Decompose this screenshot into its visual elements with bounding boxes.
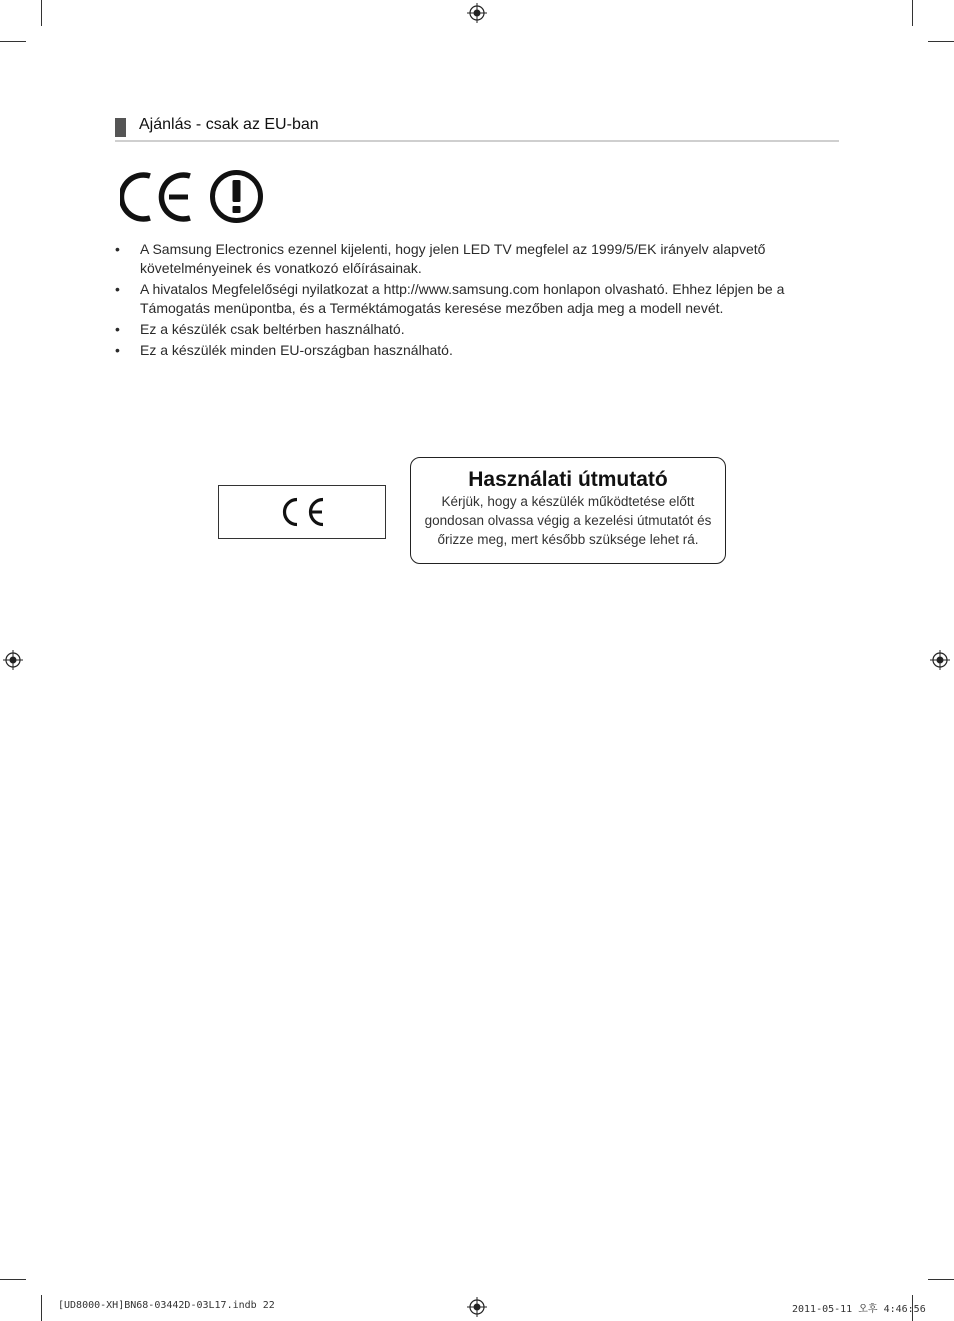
crop-mark-bottom-right-h [928,1279,954,1280]
bullet-symbol: • [115,281,120,297]
bullet-symbol: • [115,241,120,257]
list-item: • Ez a készülék minden EU-országban használható. [115,342,453,358]
list-item: • Ez a készülék csak beltérben használható. [115,321,405,337]
ce-mark-icon [279,497,327,527]
crop-mark-bottom-left-h [0,1279,26,1280]
crop-mark-top-right-h [928,41,954,42]
ce-mark-icon [120,172,196,222]
ce-label-box [218,485,386,539]
notice-line: Kérjük, hogy a készülék működtetése előtt [441,494,695,509]
registration-mark-icon [467,1297,487,1317]
user-manual-notice [410,457,726,564]
bullet-symbol: • [115,321,120,337]
notice-line: őrizze meg, mert később szüksége lehet rá. [437,532,699,547]
list-item: • A Samsung Electronics ezennel kijelenti, hogy jelen LED TV megfelel az 1999/5/EK irányelv alapvető követelményeinek és vonatkozó előírásainak. [115,241,766,276]
crop-mark-top-left-v [41,0,42,26]
registration-mark-icon [3,650,23,670]
bullet-symbol: • [115,342,120,358]
bullet-list [115,240,815,362]
list-item: • A hivatalos Megfelelőségi nyilatkozat a http://www.samsung.com honlapon olvasható. Ehhez lépjen be a Támogatás menüpontba, és a Terméktámogatás keresése mezőben adja meg a modell nevét. [115,281,785,316]
section-divider [115,140,839,142]
crop-mark-top-right-v [912,0,913,26]
notice-title: Használati útmutató [468,468,668,491]
print-slug-timestamp: 2011-05-11 오후 4:46:56 [792,1304,926,1315]
crop-mark-bottom-left-v [41,1295,42,1321]
alert-circle-icon [209,169,264,224]
notice-body [411,492,725,549]
notice-line: gondosan olvassa végig a kezelési útmutatót és [424,513,712,528]
crop-mark-top-left-h [0,41,26,42]
section-marker [115,118,126,137]
section-title: Ajánlás - csak az EU-ban [139,116,319,133]
print-slug-filename: [UD8000-XH]BN68-03442D-03L17.indb 22 [58,1300,275,1311]
registration-mark-icon [467,3,487,23]
registration-mark-icon [930,650,950,670]
